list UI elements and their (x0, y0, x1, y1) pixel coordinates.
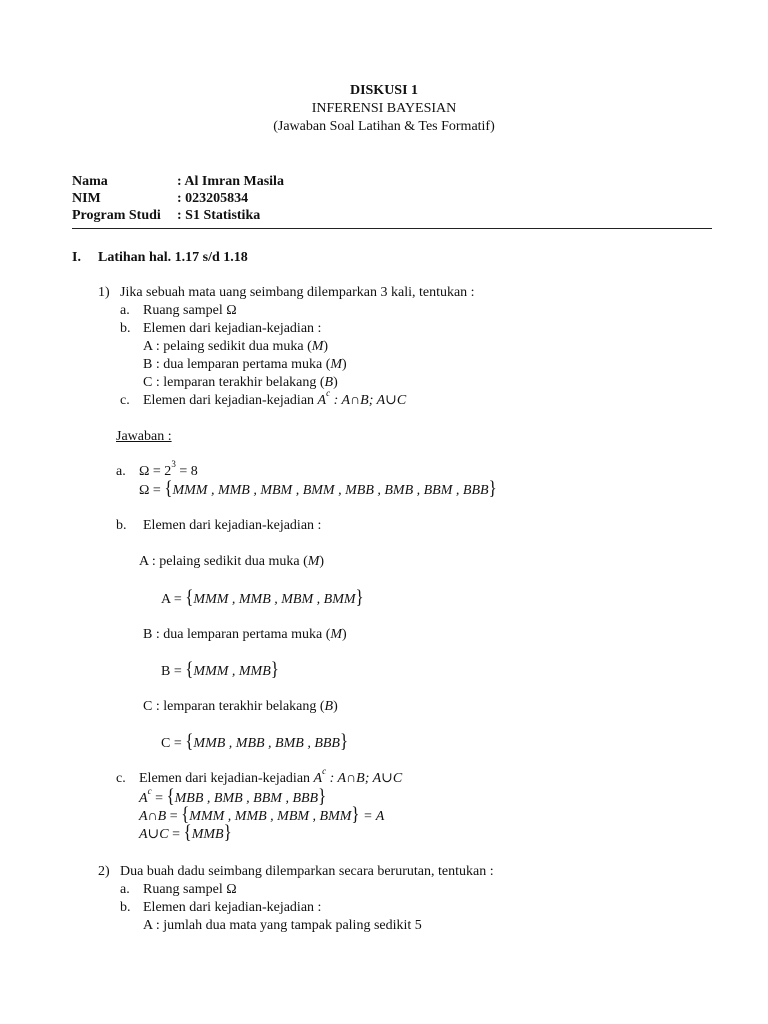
q1-c-letter: c. (120, 393, 130, 408)
ans-a-letter: a. (116, 464, 126, 479)
q1-b-text: Elemen dari kejadian-kejadian : (143, 321, 322, 336)
ans-c-letter: c. (116, 771, 126, 786)
prodi-value: : S1 Statistika (177, 208, 261, 223)
q1-event-a: A : pelaing sedikit dua muka (M) (143, 339, 329, 354)
ans-c-union: A∪C = {MMB} (139, 821, 232, 844)
q2-a-text: Ruang sampel Ω (143, 882, 237, 897)
q1-a-letter: a. (120, 303, 130, 318)
ans-event-b: B : dua lemparan pertama muka (M) (143, 627, 347, 642)
q1-c-text: Elemen dari kejadian-kejadian $A^c$ : A∩B; A∪C (143, 388, 407, 408)
ans-c-text: Elemen dari kejadian-kejadian $A^c$ : A∩B; A∪C (139, 766, 403, 786)
q2-a-letter: a. (120, 882, 130, 897)
nim-value: : 023205834 (177, 191, 249, 206)
ans-b-text: Elemen dari kejadian-kejadian : (143, 518, 322, 533)
ans-set-a: A = {MMM , MMB , MBM , BMM} (161, 586, 364, 609)
q2-event-a: A : jumlah dua mata yang tampak paling sedikit 5 (143, 918, 422, 933)
q2-b-letter: b. (120, 900, 131, 915)
prodi-label: Program Studi (72, 208, 161, 223)
q1-event-b: B : dua lemparan pertama muka (M) (143, 357, 347, 372)
section-number: I. (72, 250, 81, 265)
ans-a-line2: Ω = {MMM , MMB , MBM , BMM , MBB , BMB , BBM , BBB} (139, 477, 497, 500)
ans-a-line1: $\Omega = 2^3 = 8$ (139, 459, 198, 479)
q2-number: 2) (98, 864, 110, 879)
ans-b-letter: b. (116, 518, 127, 533)
answer-label: Jawaban : (116, 429, 172, 444)
ans-set-b: B = {MMM , MMB} (161, 658, 279, 681)
q1-b-letter: b. (120, 321, 131, 336)
ans-c-intersection: A∩B = {MMM , MMB , MBM , BMM} = A (139, 803, 385, 826)
ans-set-c: C = {MMB , MBB , BMB , BBB} (161, 730, 349, 753)
q1-a-text: Ruang sampel Ω (143, 303, 237, 318)
q1-number: 1) (98, 285, 110, 300)
q2-b-text: Elemen dari kejadian-kejadian : (143, 900, 322, 915)
doc-subtitle: INFERENSI BAYESIAN (311, 101, 457, 116)
header-divider (72, 228, 712, 229)
doc-note: (Jawaban Soal Latihan & Tes Formatif) (273, 119, 495, 134)
name-label: Nama (72, 174, 108, 189)
q1-event-c: C : lemparan terakhir belakang (B) (143, 375, 338, 390)
section-title: Latihan hal. 1.17 s/d 1.18 (98, 250, 248, 265)
doc-title: DISKUSI 1 (349, 83, 419, 98)
nim-label: NIM (72, 191, 101, 206)
name-value: : Al Imran Masila (177, 174, 284, 189)
ans-event-c: C : lemparan terakhir belakang (B) (143, 699, 338, 714)
q2-text: Dua buah dadu seimbang dilemparkan secara berurutan, tentukan : (120, 864, 494, 879)
ans-c-complement: $A^c = \{MBB$ , BMB , BBM , BBB} (139, 785, 327, 808)
q1-text: Jika sebuah mata uang seimbang dilemparkan 3 kali, tentukan : (120, 285, 475, 300)
ans-event-a: A : pelaing sedikit dua muka (M) (139, 554, 325, 569)
